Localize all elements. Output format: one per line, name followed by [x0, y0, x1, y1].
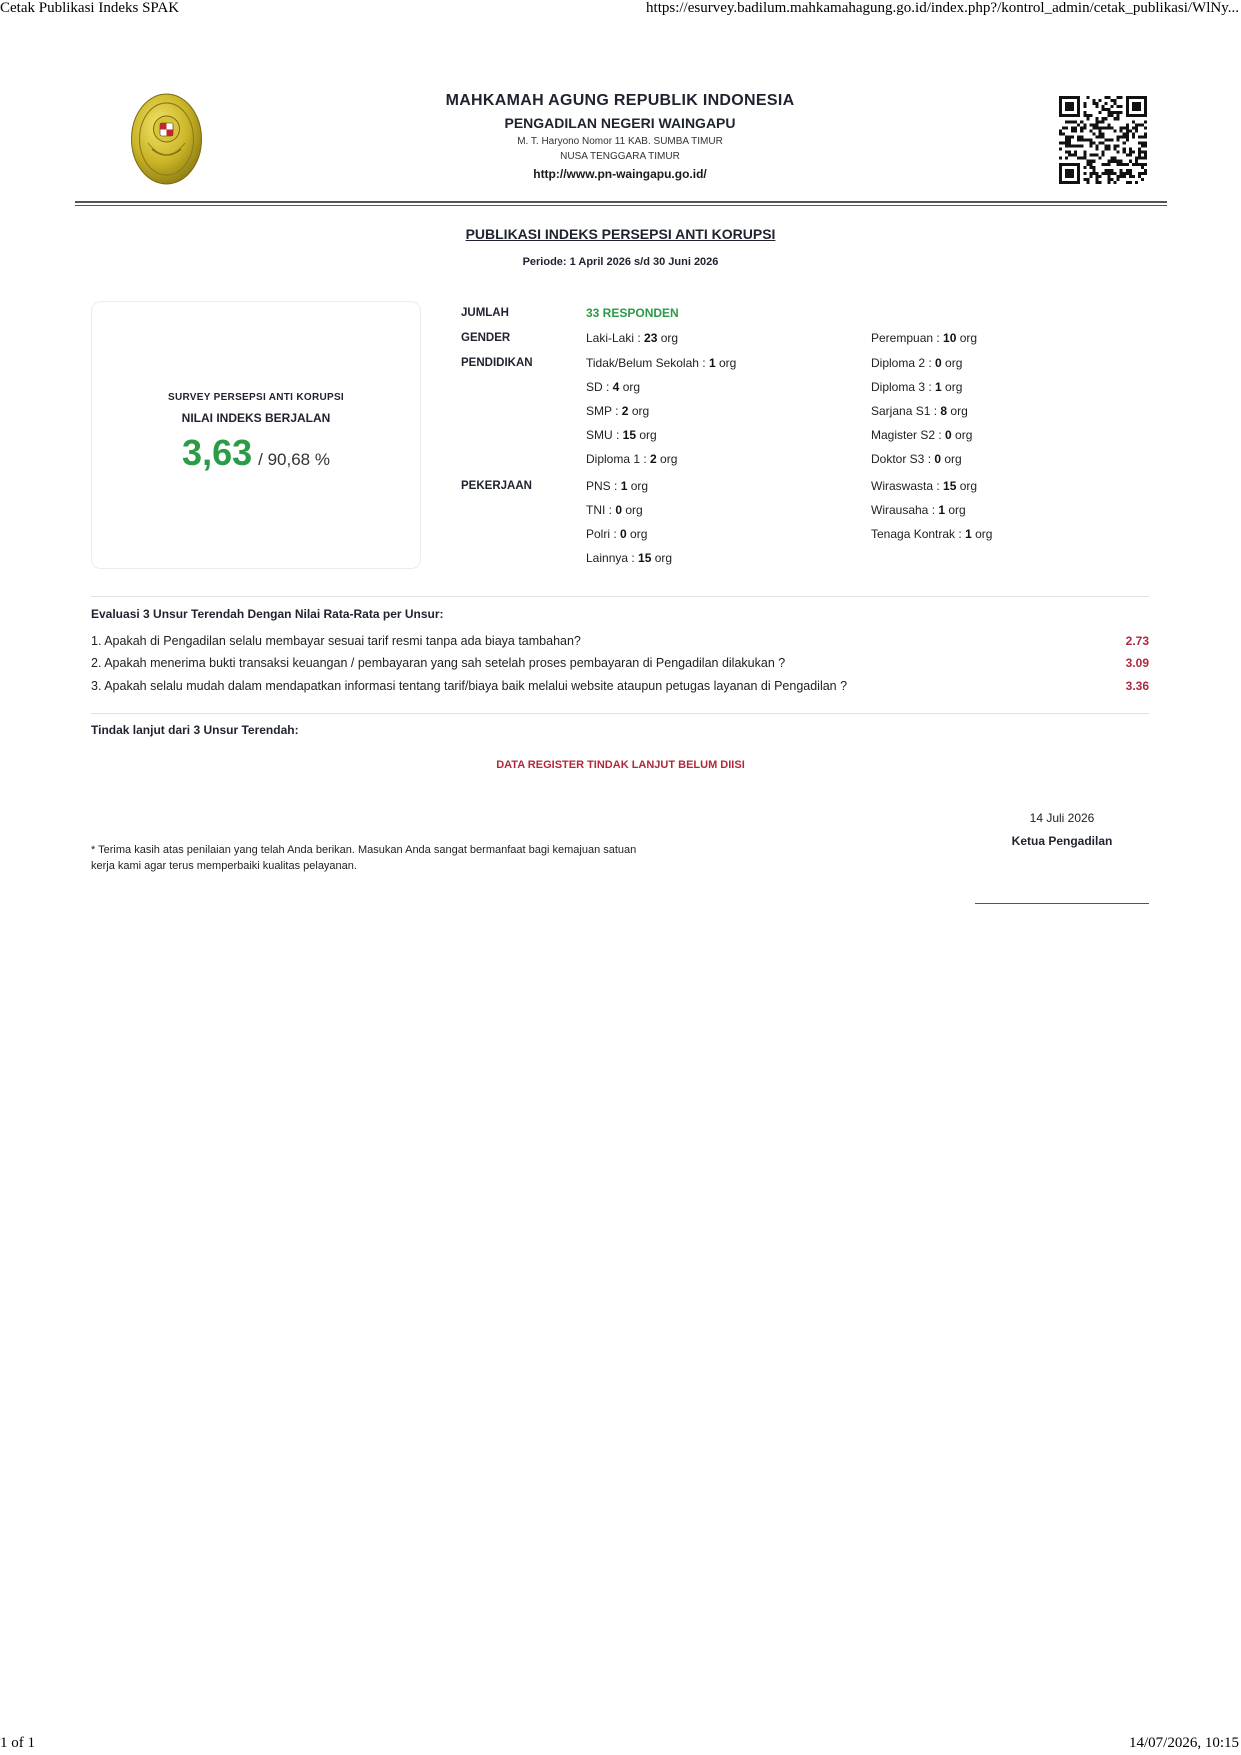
evaluation-question: 2. Apakah menerima bukti transaksi keuangan / pembayaran yang sah setelah proses pembayaran di Pengadilan dilakukan ? [91, 656, 786, 670]
stat-item: Perempuan : 10 org [871, 331, 978, 345]
letterhead [300, 90, 940, 181]
stat-item: TNI : 0 org [586, 503, 643, 517]
page-title: Cetak Publikasi Indeks SPAK [0, 0, 180, 16]
signature-date: 14 Juli 2026 [1029, 811, 1095, 825]
gender-row [461, 328, 1181, 348]
page-count: 1 of 1 [0, 1735, 35, 1751]
stat-item: SD : 4 org [586, 380, 641, 394]
education-row [461, 353, 1181, 373]
stat-item: Laki-Laki : 23 org [586, 331, 679, 345]
index-score-card [91, 301, 421, 569]
signatory-title: Ketua Pengadilan [1011, 834, 1113, 848]
mahkamah-agung-seal-icon [130, 93, 203, 185]
score-card-sublabel: NILAI INDEKS BERJALAN [181, 411, 331, 425]
total-label: JUMLAH [461, 307, 509, 319]
job-label: PEKERJAAN [461, 480, 532, 492]
job-row [461, 500, 1181, 520]
index-percent: / 90,68 % [258, 450, 330, 469]
evaluation-item [91, 631, 1149, 651]
evaluation-title: Evaluasi 3 Unsur Terendah Dengan Nilai Rata-Rata per Unsur: [91, 607, 444, 621]
stat-item: SMU : 15 org [586, 428, 657, 442]
evaluation-item [91, 653, 1149, 673]
stat-item: Wiraswasta : 15 org [871, 479, 978, 493]
court-name: PENGADILAN NEGERI WAINGAPU [504, 115, 736, 131]
stat-item: SMP : 2 org [586, 404, 650, 418]
stat-item: Sarjana S1 : 8 org [871, 404, 968, 418]
stat-item: PNS : 1 org [586, 479, 649, 493]
gender-label: GENDER [461, 332, 511, 344]
address-line-1: M. T. Haryono Nomor 11 KAB. SUMBA TIMUR [517, 136, 723, 147]
stat-item: Tidak/Belum Sekolah : 1 org [586, 356, 737, 370]
qr-code-icon [1059, 96, 1147, 184]
education-row [461, 449, 1181, 469]
evaluation-score: 2.73 [1125, 634, 1149, 648]
signature-line [975, 903, 1149, 904]
section-divider [91, 713, 1149, 714]
job-row [461, 548, 1181, 568]
stat-item: Diploma 1 : 2 org [586, 452, 678, 466]
follow-up-title: Tindak lanjut dari 3 Unsur Terendah: [91, 723, 299, 737]
stat-item: Polri : 0 org [586, 527, 648, 541]
job-row [461, 524, 1181, 544]
total-value: 33 RESPONDEN [586, 306, 679, 320]
stat-item: Magister S2 : 0 org [871, 428, 973, 442]
evaluation-question: 3. Apakah selalu mudah dalam mendapatkan informasi tentang tarif/biaya baik melalui website ataupun petugas layanan di Pengadilan ? [91, 679, 848, 693]
evaluation-score: 3.09 [1125, 656, 1149, 670]
page-url[interactable]: https://esurvey.badilum.mahkamahagung.go.id/index.php?/kontrol_admin/cetak_publikasi/WlNy... [646, 0, 1239, 16]
education-row [461, 425, 1181, 445]
document-title: PUBLIKASI INDEKS PERSEPSI ANTI KORUPSI [465, 226, 776, 242]
stat-item: Diploma 3 : 1 org [871, 380, 963, 394]
stat-item: Wirausaha : 1 org [871, 503, 966, 517]
court-website-link[interactable]: http://www.pn-waingapu.go.id/ [533, 167, 707, 181]
total-row [461, 303, 1181, 323]
evaluation-score: 3.36 [1125, 679, 1149, 693]
thank-you-note: * Terima kasih atas penilaian yang telah Anda berikan. Masukan Anda sangat bermanfaat bagi kemajuan satuan kerja kami agar terus memperbaiki kualitas pelayanan. [91, 844, 637, 872]
print-timestamp: 14/07/2026, 10:15 [1128, 1735, 1239, 1751]
section-divider [91, 596, 1149, 597]
print-footer [0, 1735, 1241, 1755]
score-card-label: SURVEY PERSEPSI ANTI KORUPSI [167, 392, 345, 403]
print-header [0, 0, 1241, 20]
follow-up-status: DATA REGISTER TINDAK LANJUT BELUM DIISI [496, 759, 745, 771]
document-period: Periode: 1 April 2026 s/d 30 Juni 2026 [522, 256, 719, 268]
letterhead-divider-thin [75, 205, 1167, 206]
evaluation-question: 1. Apakah di Pengadilan selalu membayar sesuai tarif resmi tanpa ada biaya tambahan? [91, 634, 581, 648]
education-row [461, 377, 1181, 397]
stat-item: Diploma 2 : 0 org [871, 356, 963, 370]
evaluation-item [91, 676, 1149, 696]
stat-item: Lainnya : 15 org [586, 551, 673, 565]
job-row [461, 476, 1181, 496]
org-name: MAHKAMAH AGUNG REPUBLIK INDONESIA [445, 92, 795, 109]
index-score: 3,63 [182, 432, 253, 473]
letterhead-divider [75, 201, 1167, 203]
stat-item: Tenaga Kontrak : 1 org [871, 527, 993, 541]
education-row [461, 401, 1181, 421]
stat-item: Doktor S3 : 0 org [871, 452, 962, 466]
address-line-2: NUSA TENGGARA TIMUR [560, 151, 680, 162]
education-label: PENDIDIKAN [461, 357, 533, 369]
